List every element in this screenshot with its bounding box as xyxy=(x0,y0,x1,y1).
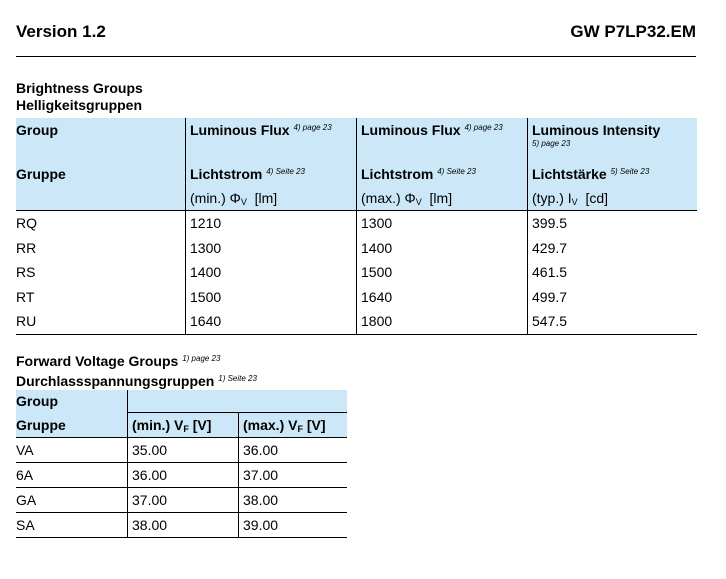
brightness-header-de xyxy=(16,162,697,186)
brightness-title-en: Brightness Groups xyxy=(16,80,143,96)
group-cell: VA xyxy=(16,438,128,463)
document-id: GW P7LP32.EM xyxy=(570,22,696,41)
intensity-cell: 399.5 xyxy=(528,211,698,236)
group-cell: 6A xyxy=(16,463,128,488)
flux-min-cell: 1210 xyxy=(186,211,357,236)
col-intensity-en: Luminous Intensity 5) page 23 xyxy=(528,118,698,162)
table-row xyxy=(16,488,347,513)
table-row xyxy=(16,309,697,334)
col-group-en: Group xyxy=(16,390,128,413)
brightness-header-units xyxy=(16,186,697,211)
group-cell: RU xyxy=(16,309,186,334)
group-cell: SA xyxy=(16,513,128,538)
brightness-table xyxy=(16,118,697,335)
vf-min-cell: 35.00 xyxy=(128,438,239,463)
brightness-header-en xyxy=(16,118,697,162)
vf-max-cell: 36.00 xyxy=(239,438,348,463)
col-vf-max: (max.) $V_F$ [V] xyxy=(239,413,348,438)
brightness-section-title xyxy=(16,80,143,114)
flux-max-cell: 1500 xyxy=(357,260,528,285)
flux-max-cell: 1300 xyxy=(357,211,528,236)
intensity-cell: 547.5 xyxy=(528,309,698,334)
flux-min-cell: 1640 xyxy=(186,309,357,334)
unit-intensity: (typ.) $I_V$ [cd] xyxy=(528,186,698,211)
vf-max-cell: 38.00 xyxy=(239,488,348,513)
voltage-section-title xyxy=(16,350,257,390)
page-header xyxy=(16,22,696,44)
group-cell: RQ xyxy=(16,215,37,232)
voltage-title-de: Durchlassspannungsgruppen $^{1) Seite 23}$ xyxy=(16,373,257,389)
voltage-title-en: Forward Voltage Groups $^{1) page 23}$ xyxy=(16,353,221,369)
group-cell: GA xyxy=(16,488,128,513)
flux-max-cell: 1400 xyxy=(357,236,528,261)
intensity-cell: 429.7 xyxy=(528,236,698,261)
flux-min-cell: 1400 xyxy=(186,260,357,285)
group-cell: RT xyxy=(16,288,35,305)
vf-max-cell: 39.00 xyxy=(239,513,348,538)
intensity-cell: 499.7 xyxy=(528,285,698,310)
header-rule xyxy=(16,56,696,57)
vf-min-cell: 36.00 xyxy=(128,463,239,488)
col-flux-max-de: Lichtstrom $^{4) Seite 23}$ xyxy=(357,162,528,186)
vf-min-cell: 38.00 xyxy=(128,513,239,538)
vf-max-cell: 37.00 xyxy=(239,463,348,488)
table-row xyxy=(16,211,697,236)
intensity-cell: 461.5 xyxy=(528,260,698,285)
col-group-de: Gruppe xyxy=(16,162,186,186)
unit-flux-max: (max.) $\Phi_V$ [lm] xyxy=(357,186,528,211)
flux-min-cell: 1500 xyxy=(186,285,357,310)
group-cell: RS xyxy=(16,264,36,281)
voltage-table xyxy=(16,390,347,538)
col-flux-min-de: Lichtstrom $^{4) Seite 23}$ xyxy=(186,162,357,186)
flux-max-cell: 1800 xyxy=(357,309,528,334)
brightness-title-de: Helligkeitsgruppen xyxy=(16,97,143,113)
flux-max-cell: 1640 xyxy=(357,285,528,310)
col-intensity-de: Lichtstärke $^{5) Seite 23}$ xyxy=(528,162,698,186)
voltage-header-de xyxy=(16,413,347,438)
voltage-header-en xyxy=(16,390,347,413)
col-vf-min: (min.) $V_F$ [V] xyxy=(128,413,239,438)
col-group-en: Group xyxy=(16,118,186,162)
col-group-de: Gruppe xyxy=(16,413,128,438)
unit-flux-min: (min.) $\Phi_V$ [lm] xyxy=(186,186,357,211)
table-row xyxy=(16,236,697,261)
col-flux-min-en: Luminous Flux $^{4) page 23}$ xyxy=(186,118,357,162)
vf-min-cell: 37.00 xyxy=(128,488,239,513)
table-row xyxy=(16,438,347,463)
flux-min-cell: 1300 xyxy=(186,236,357,261)
table-row xyxy=(16,260,697,285)
group-cell: RR xyxy=(16,239,37,256)
table-row xyxy=(16,285,697,310)
version-label: Version 1.2 xyxy=(16,22,106,41)
table-row xyxy=(16,463,347,488)
col-flux-max-en: Luminous Flux $^{4) page 23}$ xyxy=(357,118,528,162)
table-row xyxy=(16,513,347,538)
